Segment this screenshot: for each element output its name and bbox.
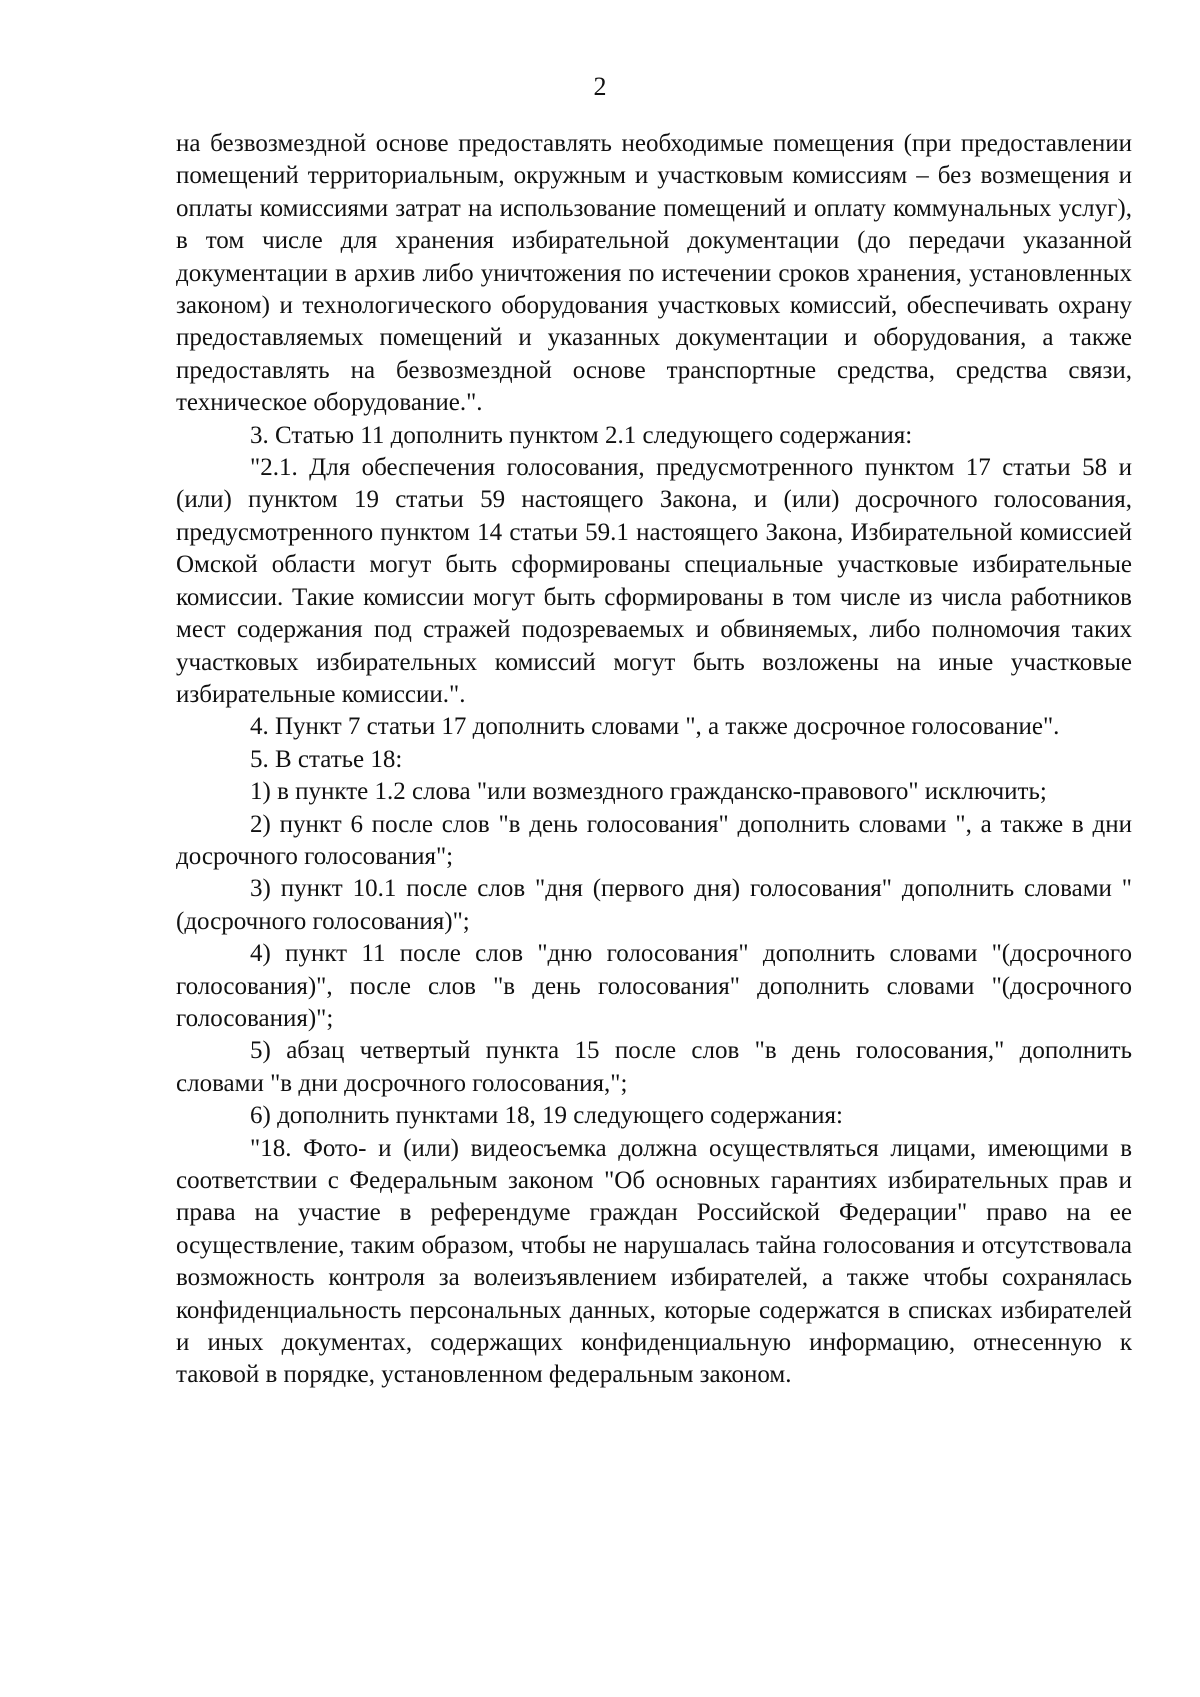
page-number: 2 <box>593 72 607 101</box>
paragraph-subitem-3: 3) пункт 10.1 после слов "дня (первого дня) голосования" дополнить словами "(досрочного голосования)"; <box>176 875 1132 935</box>
paragraph-subitem-6: 6) дополнить пунктами 18, 19 следующего содержания: <box>250 1102 843 1130</box>
paragraph-continuation: на безвозмездной основе предоставлять необходимые помещения (при предоставлении помещений территориальным, окружным и участковым комиссиям – без возмещения и оплаты комиссиями затрат на использование помещений и оплату коммунальных услуг), в том числе для хранения избирательной документации (до передачи указанной документации в архив либо уничтожения по истечении сроков хранения, установленных законом) и технологического оборудования участковых комиссий, обеспечивать охрану предоставляемых помещений и указанных документации и оборудования, а также предоставлять на безвозмездной основе транспортные средства, средства связи, техническое оборудование.". <box>176 130 1132 417</box>
document-body <box>176 128 1132 1392</box>
paragraph-quote-2-1: "2.1. Для обеспечения голосования, предусмотренного пунктом 17 статьи 58 и (или) пунктом 19 статьи 59 настоящего Закона, и (или) досрочного голосования, предусмотренного пунктом 14 статьи 59.1 настоящего Закона, Избирательной комиссией Омской области могут быть сформированы специальные участковые избирательные комиссии. Такие комиссии могут быть сформированы в том числе из числа работников мест содержания под стражей подозреваемых и обвиняемых, либо полномочия таких участковых избирательных комиссий могут быть возложены на иные участковые избирательные комиссии.". <box>176 454 1132 708</box>
paragraph-subitem-5: 5) абзац четвертый пункта 15 после слов "в день голосования," дополнить словами "в дни досрочного голосования,"; <box>176 1037 1132 1097</box>
paragraph-subitem-1: 1) в пункте 1.2 слова "или возмездного гражданско-правового" исключить; <box>250 778 1047 806</box>
paragraph-quote-18: "18. Фото- и (или) видеосъемка должна осуществляться лицами, имеющими в соответствии с Федеральным законом "Об основных гарантиях избирательных прав и права на участие в референдуме граждан Российской Федерации" право на ее осуществление, таким образом, чтобы не нарушалась тайна голосования и отсутствовала возможность контроля за волеизъявлением избирателей, а также чтобы сохранялась конфиденциальность персональных данных, которые содержатся в списках избирателей и иных документах, содержащих конфиденциальную информацию, отнесенную к таковой в порядке, установленном федеральным законом. <box>176 1134 1132 1389</box>
paragraph-subitem-4: 4) пункт 11 после слов "дню голосования" дополнить словами "(досрочного голосования)", после слов "в день голосования" дополнить словами "(досрочного голосования)"; <box>176 940 1132 1032</box>
paragraph-item-3: 3. Статью 11 дополнить пунктом 2.1 следующего содержания: <box>250 421 913 449</box>
paragraph-item-5: 5. В статье 18: <box>250 745 403 773</box>
paragraph-subitem-2: 2) пункт 6 после слов "в день голосования" дополнить словами ", а также в дни досрочного голосования"; <box>176 810 1132 870</box>
paragraph-item-4: 4. Пункт 7 статьи 17 дополнить словами ", а также досрочное голосование". <box>250 713 1060 741</box>
